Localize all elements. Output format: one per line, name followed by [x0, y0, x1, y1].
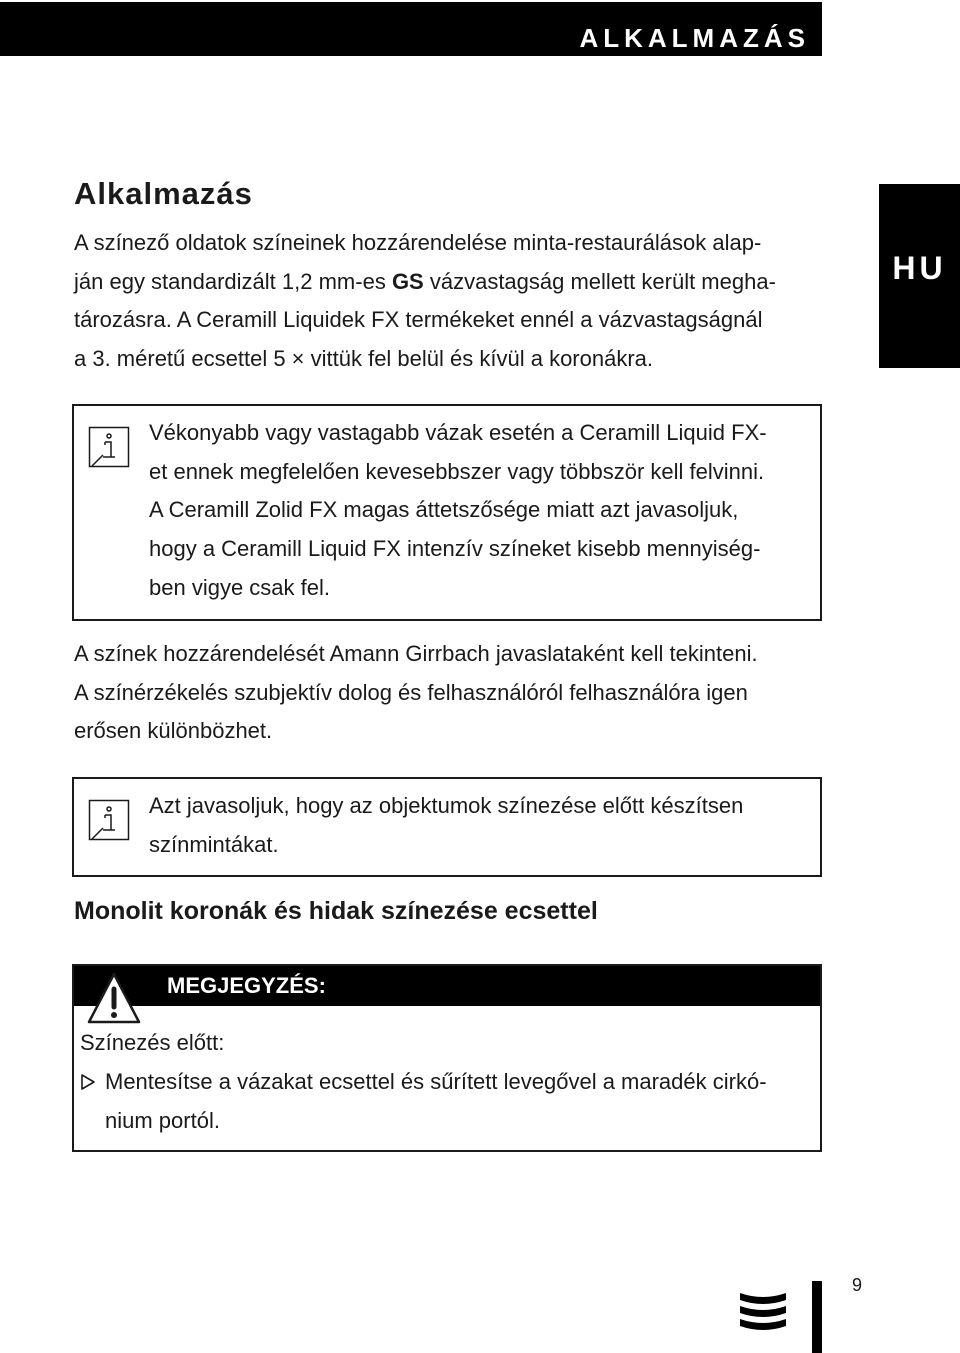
footer-vertical-bar — [812, 1281, 822, 1353]
subsection-title: Monolit koronák és hidak színezése ecsettel — [74, 897, 598, 925]
color-assignment-paragraph: A színek hozzárendelését Amann Girrbach javaslataként kell tekinteni. A színérzékelés szubjektív dolog és felhasználóról felhasználóra igen erősen különbözhet. — [74, 641, 758, 744]
warning-note-box: MEGJEGYZÉS: Színezés előtt: Mentesítse a vázakat ecsettel és sűrített levegővel a maradék cirkó- nium portól. — [72, 964, 822, 1152]
header-title: ALKALMAZÁS — [579, 23, 810, 53]
intro-paragraph — [74, 224, 820, 379]
intro-line-2: ján egy standardizált 1,2 mm-es GS vázvastagság mellett került megha- — [74, 268, 776, 294]
info-box-samples — [72, 777, 822, 877]
intro-line-3: tározásra. A Ceramill Liquidek FX termékeket ennél a vázvastagságnál — [74, 307, 763, 333]
intro-line-1: A színező oldatok színeinek hozzárendelése minta-restaurálások alap- — [74, 230, 762, 255]
warning-icon — [86, 970, 142, 1026]
amann-girrbach-logo — [738, 1287, 788, 1335]
language-tab: HU — [879, 184, 960, 368]
intro-line-4: a 3. méretű ecsettel 5 × vittük fel belül és kívül a koronákra. — [74, 346, 654, 372]
info-box-thickness — [72, 404, 822, 621]
info-box-thickness-text: Vékonyabb vagy vastagabb vázak esetén a Ceramill Liquid FX- et ennek megfelelően kevesebbszer vagy többször kell felvinni. A Ceramill Zolid FX magas áttetszősége miatt azt javasoljuk, hogy a Ceramill Liquid FX intenzív színeket kisebb mennyiség- ben vigye csak fel. — [149, 420, 767, 600]
header-bar — [0, 2, 822, 56]
info-box-samples-text: Azt javasoljuk, hogy az objektumok színezése előtt készítsen színmintákat. — [149, 793, 744, 857]
info-icon — [88, 799, 130, 841]
page-number: 9 — [852, 1275, 863, 1295]
section-title: Alkalmazás — [74, 176, 253, 211]
warning-subtitle: Színezés előtt: — [80, 1030, 225, 1055]
info-icon — [88, 426, 130, 468]
triangle-bullet-icon — [80, 1073, 96, 1091]
warning-band — [74, 966, 820, 1006]
warning-label: MEGJEGYZÉS: — [167, 973, 326, 998]
